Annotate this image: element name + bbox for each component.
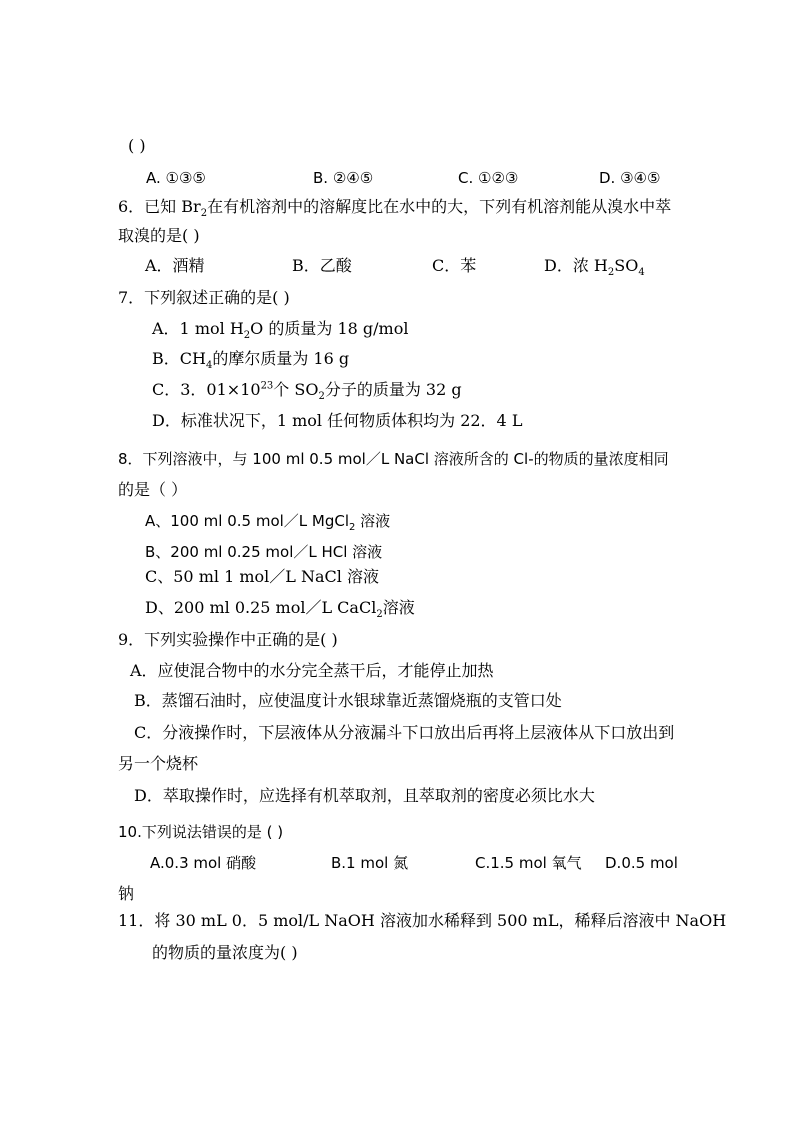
q9-option-a: A．应使混合物中的水分完全蒸干后，才能停止加热 [130, 661, 494, 680]
q9-option-c-line1: C．分液操作时，下层液体从分液漏斗下口放出后再将上层液体从下口放出到 [134, 723, 675, 742]
q8-option-d: D、200 ml 0.25 mol／L CaCl$_2$溶液 [145, 598, 415, 621]
q8-option-b: B、200 ml 0.25 mol／L HCl 溶液 [145, 543, 383, 561]
q8-option-a: A、100 ml 0.5 mol／L MgCl$_2$ 溶液 [145, 512, 391, 533]
q8-stem-line2: 的是（ ） [118, 480, 188, 499]
q6-option-c: C．苯 [432, 256, 477, 275]
q10-option-a: A.0.3 mol 硝酸 [150, 854, 257, 872]
q6-option-d: D．浓 $H_2SO_4$ [544, 256, 645, 279]
q5-option-a: A. ①③⑤ [146, 169, 206, 187]
q11-stem-line1: 11．将 30 mL 0．5 mol/L NaOH 溶液加水稀释到 500 mL，稀释后溶液中 NaOH [118, 911, 727, 930]
q7-option-b: B．$CH_4$的摩尔质量为 16 g [152, 349, 350, 372]
q11-stem-line2: 的物质的量浓度为( ) [152, 943, 298, 962]
q6-stem-line1: 6．已知 $Br_2$在有机溶剂中的溶解度比在水中的大，下列有机溶剂能从溴水中萃 [118, 197, 672, 220]
q10-stem: 10.下列说法错误的是 ( ) [118, 823, 284, 841]
q5-bracket: ( ) [128, 136, 146, 155]
q6-option-b: B．乙酸 [292, 256, 352, 275]
q9-option-d: D．萃取操作时，应选择有机萃取剂，且萃取剂的密度必须比水大 [134, 786, 595, 805]
q7-option-a: A．1 mol $H_2O$ 的质量为 18 g/mol [152, 319, 409, 342]
q9-option-b: B．蒸馏石油时，应使温度计水银球靠近蒸馏烧瓶的支管口处 [134, 691, 562, 710]
q10-option-d: D.0.5 mol [605, 854, 678, 872]
q7-option-c: C．3．$01\times 10^{23}$个 $SO_2$分子的质量为 32 g [152, 380, 462, 403]
q5-option-d: D. ③④⑤ [599, 169, 661, 187]
q9-stem: 9．下列实验操作中正确的是( ) [118, 630, 338, 649]
q8-option-c: C、50 ml 1 mol／L NaCl 溶液 [145, 567, 379, 586]
q9-option-c-line2: 另一个烧杯 [118, 754, 199, 773]
q7-option-d: D．标准状况下，1 mol 任何物质体积均为 22．4 L [152, 411, 523, 430]
q5-option-c: C. ①②③ [458, 169, 519, 187]
q8-stem-line1: 8．下列溶液中，与 100 ml 0.5 mol／L NaCl 溶液所含的 Cl-的物质的量浓度相同 [118, 450, 669, 468]
q5-option-b: B. ②④⑤ [313, 169, 374, 187]
q6-stem-line2: 取溴的是( ) [118, 226, 200, 245]
q10-option-c: C.1.5 mol 氧气 [475, 854, 582, 872]
q7-stem: 7．下列叙述正确的是( ) [118, 288, 290, 307]
q10-option-b: B.1 mol 氮 [331, 854, 409, 872]
q10-option-d-wrap: 钠 [118, 884, 135, 903]
q6-option-a: A．酒精 [145, 256, 205, 275]
